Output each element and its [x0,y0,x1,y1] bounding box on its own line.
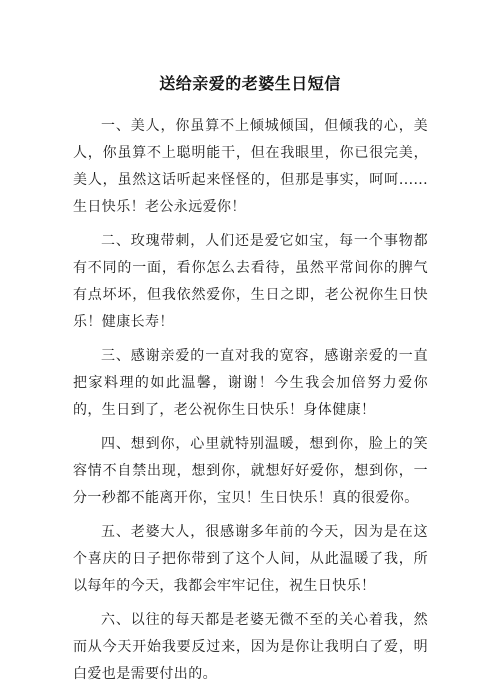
paragraph-6: 六、以往的每天都是老婆无微不至的关心着我，然而从今天开始我要反过来，因为是你让我明白了爱，明白爱也是需要付出的。 [73,612,428,682]
paragraph-4: 四、想到你，心里就特别温暖，想到你，脸上的笑容情不自禁出现，想到你，就想好好爱你，想到你，一分一秒都不能离开你，宝贝！生日快乐！真的很爱你。 [73,436,428,506]
paragraph-2: 二、玫瑰带刺，人们还是爱它如宝，每一个事物都有不同的一面，看你怎么去看待，虽然平常间你的脾气有点坏坏，但我依然爱你，生日之即，老公祝你生日快乐！健康长寿！ [73,233,428,330]
paragraph-1: 一、美人，你虽算不上倾城倾国，但倾我的心，美人，你虽算不上聪明能干，但在我眼里，你已很完美，美人，虽然这话听起来怪怪的，但那是事实，呵呵......生日快乐！老公永远爱你！ [73,118,428,215]
paragraph-5: 五、老婆大人，很感谢多年前的今天，因为是在这个喜庆的日子把你带到了这个人间，从此温暖了我，所以每年的今天，我都会牢牢记住，祝生日快乐！ [73,524,428,594]
paragraph-3: 三、感谢亲爱的一直对我的宽容，感谢亲爱的一直把家料理的如此温馨，谢谢！今生我会加倍努力爱你的，生日到了，老公祝你生日快乐！身体健康！ [73,348,428,418]
document-body [73,113,428,695]
document-title: 送给亲爱的老婆生日短信 [159,74,341,93]
